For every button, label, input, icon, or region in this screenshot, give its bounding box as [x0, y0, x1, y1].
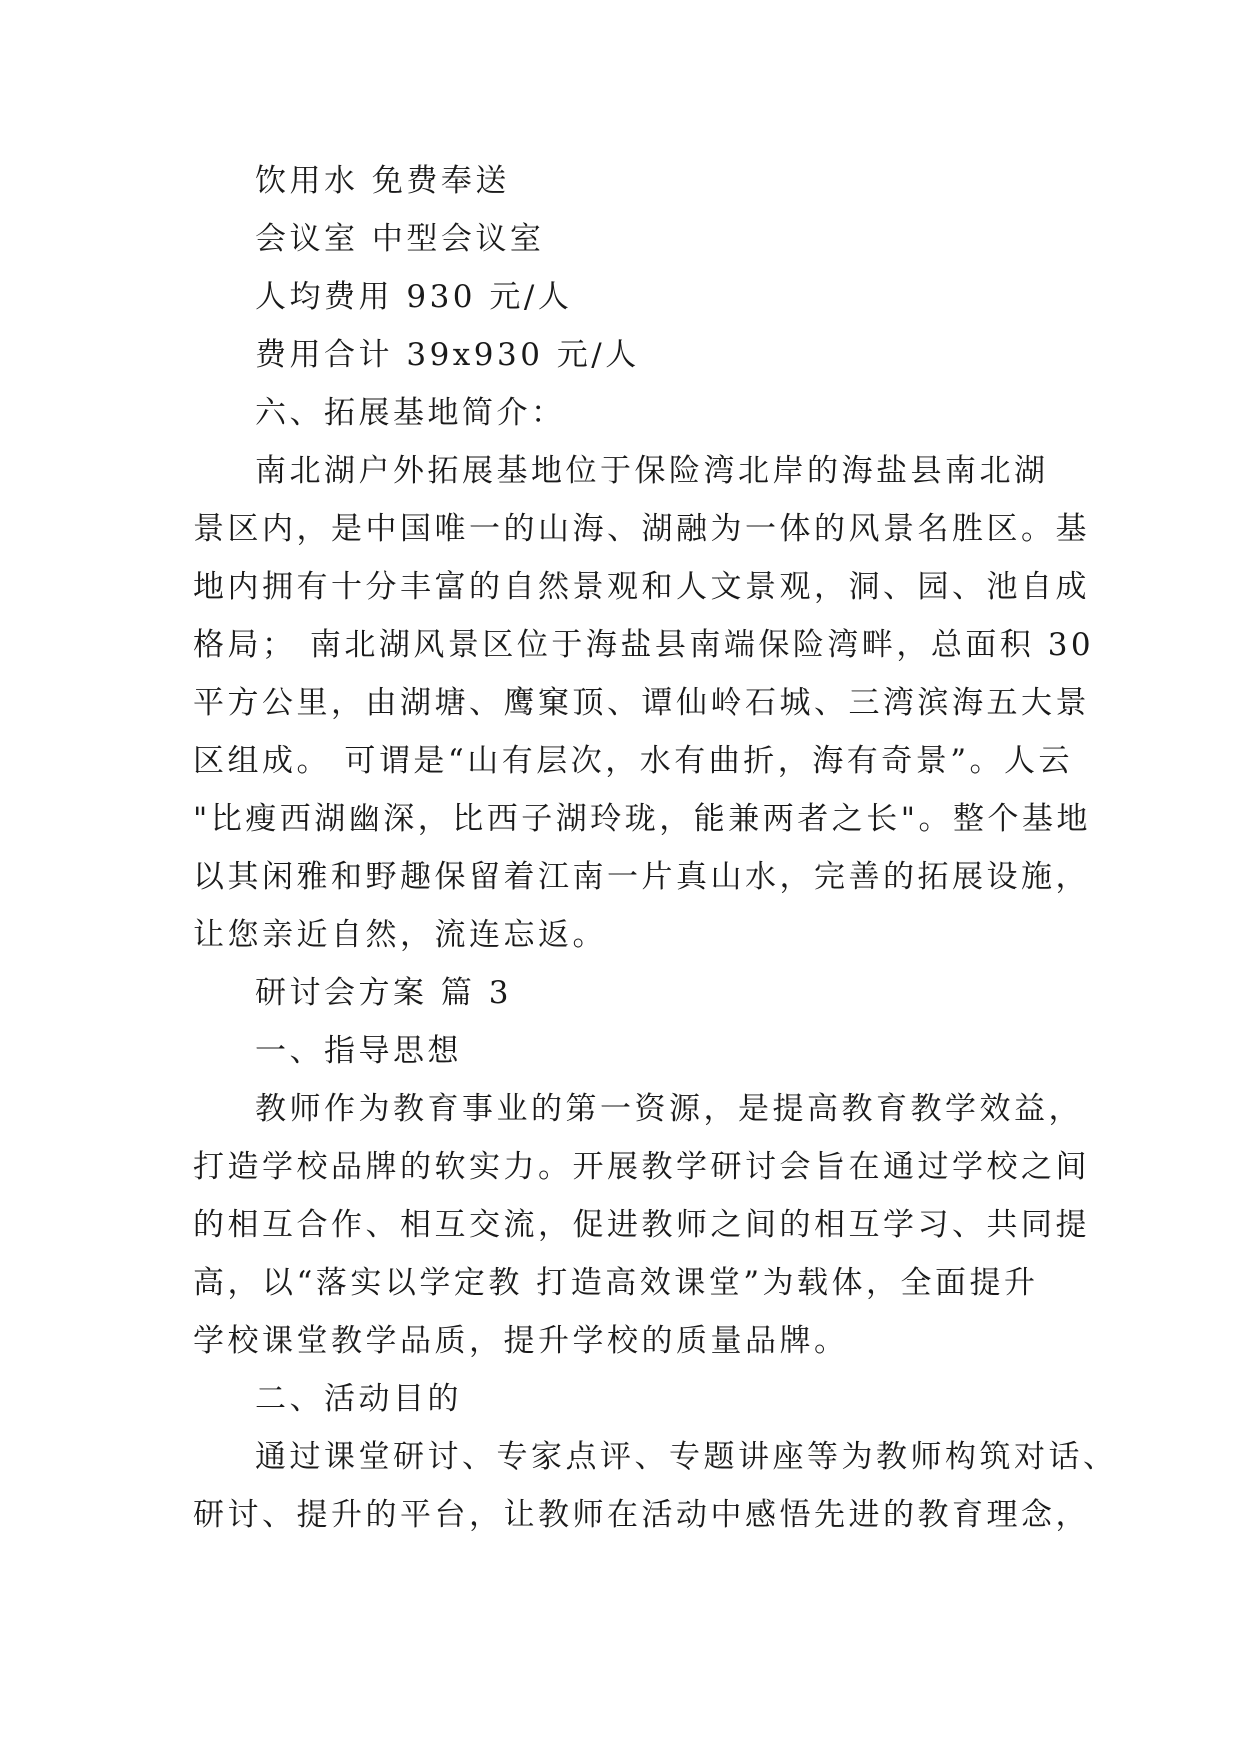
paragraph-line: 通过课堂研讨、专家点评、专题讲座等为教师构筑对话、: [255, 1439, 1118, 1475]
paragraph-line: 景区内，是中国唯一的山海、湖融为一体的风景名胜区。基: [193, 511, 1090, 547]
paragraph-line: 地内拥有十分丰富的自然景观和人文景观，洞、园、池自成: [193, 569, 1090, 605]
paragraph-line: 学校课堂教学品质，提升学校的质量品牌。: [193, 1323, 849, 1359]
paragraph-line: "比瘦西湖幽深，比西子湖玲珑，能兼两者之长"。整个基地: [193, 801, 1092, 837]
section-heading: 六、拓展基地简介：: [255, 395, 566, 431]
text-line: 饮用水 免费奉送: [255, 163, 510, 199]
text-line: 会议室 中型会议室: [255, 221, 545, 257]
paragraph-line: 南北湖户外拓展基地位于保险湾北岸的海盐县南北湖: [255, 453, 1049, 489]
paragraph-line: 研讨、提升的平台，让教师在活动中感悟先进的教育理念，: [193, 1497, 1090, 1533]
paragraph-line: 高，以“落实以学定教 打造高效课堂”为载体，全面提升: [193, 1265, 1039, 1301]
paragraph-line: 格局； 南北湖风景区位于海盐县南端保险湾畔，总面积 30: [193, 627, 1095, 663]
paragraph-line: 以其闲雅和野趣保留着江南一片真山水，完善的拓展设施，: [193, 859, 1090, 895]
paragraph-line: 让您亲近自然，流连忘返。: [193, 917, 607, 953]
paragraph-line: 区组成。 可谓是“山有层次，水有曲折，海有奇景”。人云: [193, 743, 1074, 779]
paragraph-line: 教师作为教育事业的第一资源，是提高教育教学效益，: [255, 1091, 1083, 1127]
section-heading: 一、指导思想: [255, 1033, 462, 1069]
text-line: 人均费用 930 元/人: [255, 279, 573, 315]
paragraph-line: 平方公里，由湖塘、鹰窠顶、谭仙岭石城、三湾滨海五大景: [193, 685, 1090, 721]
section-heading: 二、活动目的: [255, 1381, 462, 1417]
document-body: [193, 152, 1118, 1544]
paragraph-line: 打造学校品牌的软实力。开展教学研讨会旨在通过学校之间: [193, 1149, 1090, 1185]
text-line: 费用合计 39x930 元/人: [255, 337, 640, 373]
document-title: 研讨会方案 篇 3: [255, 975, 512, 1011]
paragraph-line: 的相互合作、相互交流，促进教师之间的相互学习、共同提: [193, 1207, 1090, 1243]
